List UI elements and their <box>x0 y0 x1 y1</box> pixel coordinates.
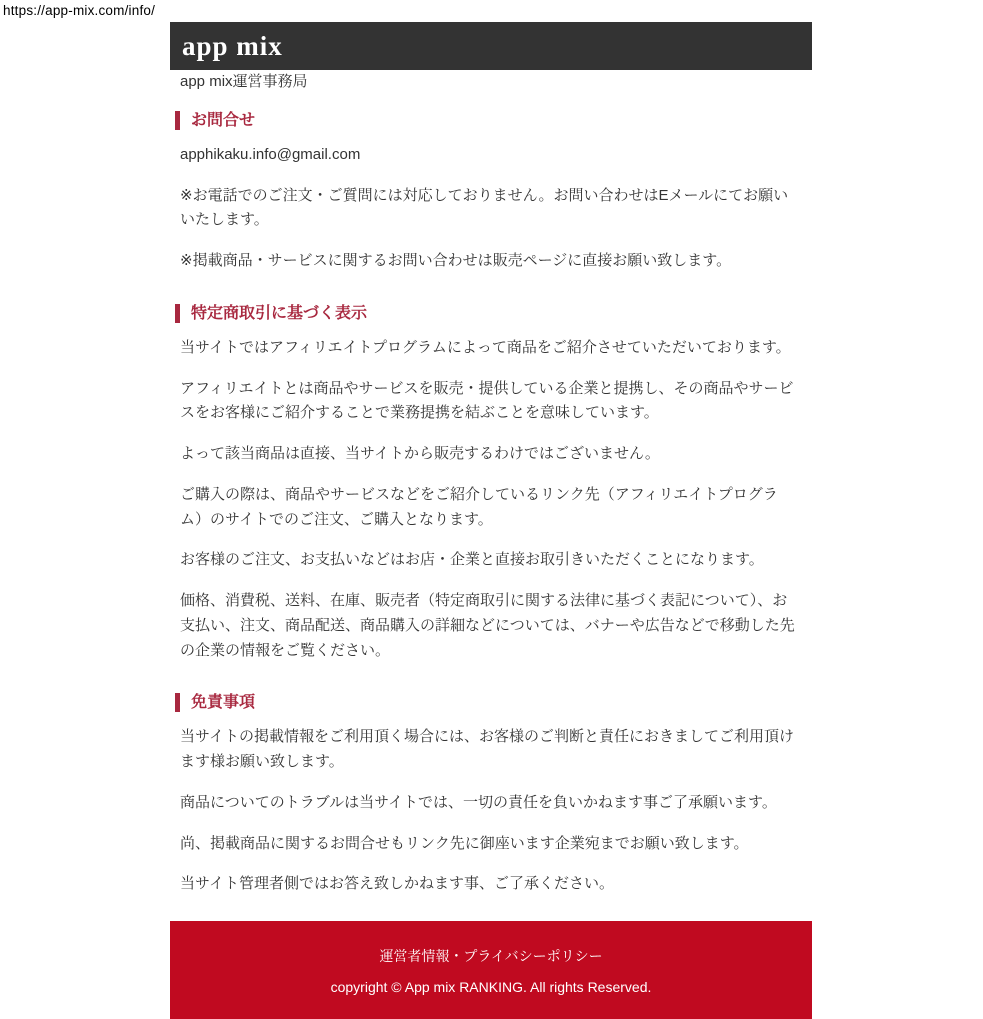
section-commercial-law <box>180 304 800 664</box>
site-operator-label: app mix運営事務局 <box>180 73 308 90</box>
footer-privacy-link[interactable]: 運営者情報・プライバシーポリシー <box>379 948 603 964</box>
section-heading-disclaimer: 免責事項 <box>175 693 800 712</box>
section-disclaimer <box>180 693 800 897</box>
page-container <box>170 22 812 1019</box>
paragraph: お客様のご注文、お支払いなどはお店・企業と直接お取引きいただくことになります。 <box>180 551 764 569</box>
paragraph: アフィリエイトとは商品やサービスを販売・提供している企業と提携し、その商品やサービスをお客様にご紹介することで業務提携を結ぶことを意味しています。 <box>180 379 794 422</box>
contact-note-products: ※掲載商品・サービスに関するお問い合わせは販売ページに直接お願い致します。 <box>180 252 732 269</box>
paragraph: ご購入の際は、商品やサービスなどをご紹介しているリンク先（アフィリエイトプログラム）のサイトでのご注文、ご購入となります。 <box>180 485 778 528</box>
paragraph: 当サイトの掲載情報をご利用頂く場合には、お客様のご判断と責任におきましてご利用頂けます様お願い致します。 <box>180 728 794 770</box>
section-heading-commercial-law: 特定商取引に基づく表示 <box>175 304 800 323</box>
page-url: https://app-mix.com/info/ <box>3 3 156 18</box>
main-content <box>170 70 812 897</box>
page-footer <box>170 921 812 1019</box>
paragraph: 商品についてのトラブルは当サイトでは、一切の責任を負いかねます事ご了承願います。 <box>180 793 777 811</box>
copyright-text: copyright © App mix RANKING. All rights Reserved. <box>330 979 652 995</box>
contact-note-phone: ※お電話でのご注文・ご質問には対応しておりません。お問い合わせはEメールにてお願いいたします。 <box>180 186 789 229</box>
section-contact <box>180 111 800 274</box>
paragraph: 当サイト管理者側ではお答え致しかねます事、ご了承ください。 <box>180 875 614 893</box>
site-logo[interactable]: app mix <box>182 30 283 61</box>
site-header <box>170 22 812 70</box>
section-heading-contact: お問合せ <box>175 111 800 130</box>
paragraph: よって該当商品は直接、当サイトから販売するわけではございません。 <box>180 445 660 462</box>
paragraph: 尚、掲載商品に関するお問合せもリンク先に御座います企業宛までお願い致します。 <box>180 834 749 852</box>
paragraph: 当サイトではアフィリエイトプログラムによって商品をご紹介させていただいております。 <box>180 338 791 356</box>
paragraph: 価格、消費税、送料、在庫、販売者（特定商取引に関する法律に基づく表記について）、お支払い、注文、商品配送、商品購入の詳細などについては、バナーや広告などで移動した先の企業の情報をご覧ください。 <box>180 592 795 659</box>
contact-email: apphikaku.info@gmail.com <box>180 145 361 163</box>
